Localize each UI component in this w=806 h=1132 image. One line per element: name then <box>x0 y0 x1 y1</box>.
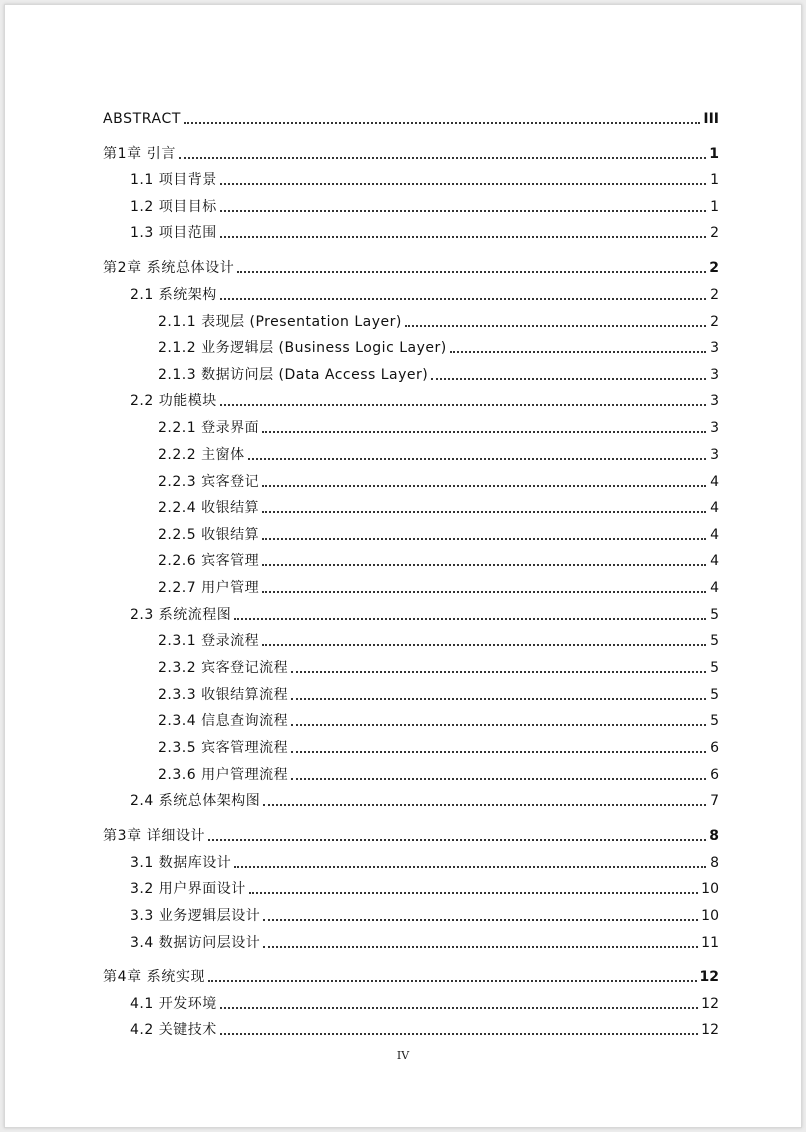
toc-entry-page: 6 <box>710 740 719 756</box>
toc-entry-page: III <box>703 111 719 127</box>
dot-leader <box>179 157 706 159</box>
dot-leader <box>220 1007 698 1009</box>
toc-entry-label: 2.3.6 用户管理流程 <box>158 767 289 783</box>
toc-entry[interactable] <box>130 169 719 189</box>
toc-entry-page: 3 <box>710 447 719 463</box>
toc-entry-page: 4 <box>710 580 719 596</box>
dot-leader <box>405 325 706 327</box>
toc-entry-page: 12 <box>699 969 719 985</box>
toc-entry-label: 2.2.1 登录界面 <box>158 420 260 436</box>
toc-entry-page: 4 <box>710 553 719 569</box>
dot-leader <box>234 618 706 620</box>
toc-entry-label: 2.2.6 宾客管理 <box>158 553 260 569</box>
toc-entry[interactable] <box>130 852 719 872</box>
toc-entry[interactable] <box>158 417 719 437</box>
toc-entry-page: 8 <box>710 855 719 871</box>
toc-entry-page: 5 <box>710 607 719 623</box>
toc-entry-page: 2 <box>710 225 719 241</box>
dot-leader <box>220 1033 698 1035</box>
toc-entry-label: 2.2.2 主窗体 <box>158 447 245 463</box>
toc-entry-label: 2.3.2 宾客登记流程 <box>158 660 289 676</box>
toc-entry-label: 1.2 项目目标 <box>130 199 217 215</box>
toc-entry-label: 3.1 数据库设计 <box>130 855 232 871</box>
toc-entry[interactable] <box>158 630 719 650</box>
dot-leader <box>291 698 706 700</box>
toc-entry[interactable] <box>158 577 719 597</box>
toc-entry-label: 第4章 系统实现 <box>103 969 206 985</box>
toc-entry-label: 2.3.3 收银结算流程 <box>158 687 289 703</box>
toc-entry[interactable] <box>130 932 719 952</box>
dot-leader <box>262 591 706 593</box>
toc-entry-page: 4 <box>710 500 719 516</box>
dot-leader <box>184 122 700 124</box>
toc-entry[interactable] <box>158 471 719 491</box>
toc-entry-page: 6 <box>710 767 719 783</box>
toc-entry[interactable] <box>103 257 719 277</box>
toc-entry-label: 第2章 系统总体设计 <box>103 260 235 276</box>
toc-entry[interactable] <box>158 684 719 704</box>
dot-leader <box>262 644 706 646</box>
toc-entry-label: 2.1.1 表现层 (Presentation Layer) <box>158 314 402 330</box>
page-number-footer: IV <box>396 1049 410 1062</box>
toc-entry-page: 10 <box>701 881 719 897</box>
toc-entry[interactable] <box>130 604 719 624</box>
toc-entry[interactable] <box>130 222 719 242</box>
dot-leader <box>263 919 698 921</box>
dot-leader <box>291 671 706 673</box>
toc-entry-page: 7 <box>710 793 719 809</box>
toc-entry-page: 5 <box>710 713 719 729</box>
toc-entry-label: 2.1.3 数据访问层 (Data Access Layer) <box>158 367 429 383</box>
toc-entry-page: 11 <box>701 935 719 951</box>
table-of-contents <box>5 5 801 1127</box>
toc-entry[interactable] <box>158 497 719 517</box>
toc-entry-label: 2.3.5 宾客管理流程 <box>158 740 289 756</box>
toc-entry[interactable] <box>158 550 719 570</box>
dot-leader <box>262 485 706 487</box>
toc-entry-page: 10 <box>701 908 719 924</box>
toc-entry-label: 第1章 引言 <box>103 146 176 162</box>
toc-entry[interactable] <box>130 878 719 898</box>
toc-entry-page: 5 <box>710 633 719 649</box>
toc-entry-label: 2.3.4 信息查询流程 <box>158 713 289 729</box>
dot-leader <box>220 236 706 238</box>
toc-entry[interactable] <box>158 524 719 544</box>
dot-leader <box>431 378 706 380</box>
toc-entry-label: 3.3 业务逻辑层设计 <box>130 908 261 924</box>
toc-entry-label: 2.2.7 用户管理 <box>158 580 260 596</box>
toc-entry-label: 1.1 项目背景 <box>130 172 217 188</box>
toc-entry[interactable] <box>130 993 719 1013</box>
toc-entry[interactable] <box>130 284 719 304</box>
dot-leader <box>262 564 706 566</box>
dot-leader <box>291 751 706 753</box>
toc-entry-page: 4 <box>710 474 719 490</box>
toc-entry[interactable] <box>130 1019 719 1039</box>
toc-entry-page: 1 <box>710 199 719 215</box>
dot-leader <box>220 404 706 406</box>
dot-leader <box>237 271 706 273</box>
toc-entry-page: 3 <box>710 393 719 409</box>
toc-entry-page: 12 <box>701 996 719 1012</box>
toc-entry[interactable] <box>158 337 719 357</box>
toc-entry[interactable] <box>158 444 719 464</box>
toc-entry-page: 12 <box>701 1022 719 1038</box>
toc-entry-label: 3.4 数据访问层设计 <box>130 935 261 951</box>
toc-entry[interactable] <box>158 710 719 730</box>
toc-entry-label: 1.3 项目范围 <box>130 225 217 241</box>
dot-leader <box>208 839 706 841</box>
toc-entry-label: 2.3 系统流程图 <box>130 607 232 623</box>
toc-entry-page: 8 <box>709 828 719 844</box>
toc-entry-page: 1 <box>710 172 719 188</box>
toc-entry-label: 3.2 用户界面设计 <box>130 881 246 897</box>
dot-leader <box>208 980 696 982</box>
dot-leader <box>248 458 706 460</box>
dot-leader <box>263 804 706 806</box>
toc-entry-label: 2.2 功能模块 <box>130 393 217 409</box>
toc-entry-label: 2.1.2 业务逻辑层 (Business Logic Layer) <box>158 340 447 356</box>
toc-entry[interactable] <box>103 966 719 986</box>
toc-entry[interactable] <box>130 390 719 410</box>
dot-leader <box>263 946 698 948</box>
toc-entry[interactable] <box>158 764 719 784</box>
toc-entry-label: 2.1 系统架构 <box>130 287 217 303</box>
toc-entry-label: ABSTRACT <box>103 111 181 127</box>
document-page <box>4 4 802 1128</box>
dot-leader <box>262 511 706 513</box>
toc-entry-label: 2.2.3 宾客登记 <box>158 474 260 490</box>
dot-leader <box>291 778 706 780</box>
toc-entry-label: 2.4 系统总体架构图 <box>130 793 261 809</box>
dot-leader <box>450 351 706 353</box>
toc-entry-page: 5 <box>710 687 719 703</box>
toc-entry[interactable] <box>130 905 719 925</box>
dot-leader <box>291 724 706 726</box>
dot-leader <box>220 210 706 212</box>
dot-leader <box>262 431 706 433</box>
toc-entry[interactable] <box>103 143 719 163</box>
toc-entry[interactable] <box>130 196 719 216</box>
toc-entry-label: 4.1 开发环境 <box>130 996 217 1012</box>
toc-entry[interactable] <box>158 311 719 331</box>
toc-entry-page: 2 <box>710 314 719 330</box>
toc-entry-label: 2.3.1 登录流程 <box>158 633 260 649</box>
toc-entry[interactable] <box>103 108 719 128</box>
dot-leader <box>220 298 706 300</box>
toc-entry-page: 3 <box>710 340 719 356</box>
toc-entry-page: 3 <box>710 420 719 436</box>
toc-entry[interactable] <box>158 364 719 384</box>
toc-entry-page: 2 <box>709 260 719 276</box>
toc-entry[interactable] <box>158 657 719 677</box>
toc-entry-label: 第3章 详细设计 <box>103 828 206 844</box>
toc-entry-page: 5 <box>710 660 719 676</box>
toc-entry[interactable] <box>158 737 719 757</box>
toc-entry-label: 2.2.4 收银结算 <box>158 500 260 516</box>
dot-leader <box>262 538 706 540</box>
dot-leader <box>249 892 698 894</box>
toc-entry[interactable] <box>103 825 719 845</box>
toc-entry-page: 1 <box>709 146 719 162</box>
dot-leader <box>234 866 706 868</box>
toc-entry-page: 2 <box>710 287 719 303</box>
dot-leader <box>220 183 706 185</box>
toc-entry[interactable] <box>130 790 719 810</box>
toc-entry-page: 4 <box>710 527 719 543</box>
toc-entry-label: 4.2 关键技术 <box>130 1022 217 1038</box>
toc-entry-label: 2.2.5 收银结算 <box>158 527 260 543</box>
toc-entry-page: 3 <box>710 367 719 383</box>
